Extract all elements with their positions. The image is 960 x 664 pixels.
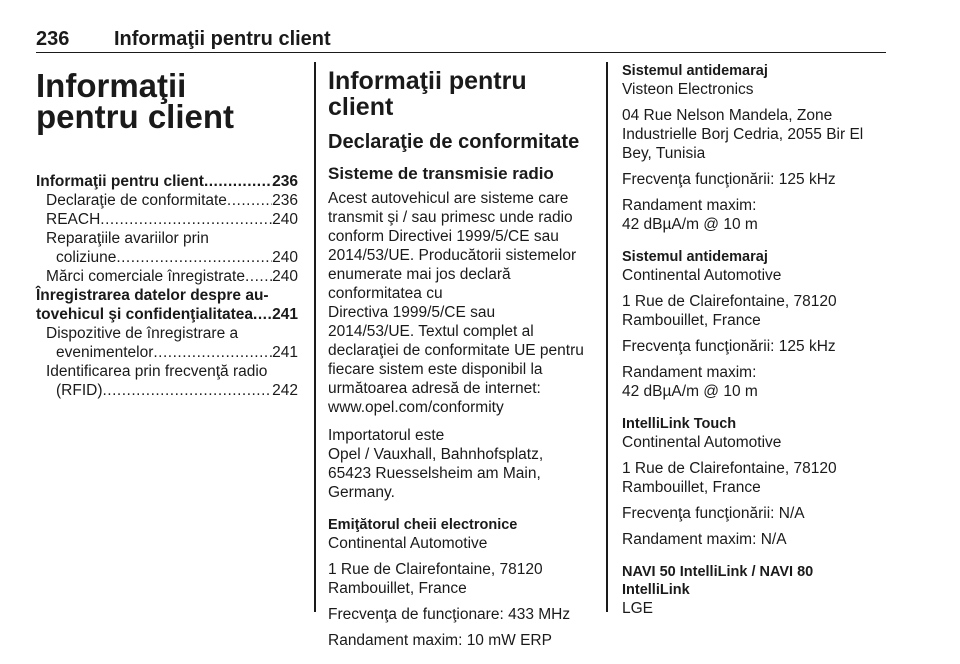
toc-leader	[116, 248, 272, 267]
toc-leader	[204, 172, 272, 191]
content-column-right	[622, 62, 884, 632]
device-address: 1 Rue de Clairefontaine, 78120 Rambouillet, France	[622, 293, 837, 329]
toc-entry-label: (RFID)	[56, 382, 103, 399]
toc-entry-page: 236	[272, 192, 298, 209]
toc-entry[interactable]	[36, 210, 298, 229]
toc-entry-line1[interactable]: Reparaţiile avariilor prin	[46, 230, 209, 247]
toc-leader	[253, 305, 272, 324]
toc-entry-label: evenimentelor	[56, 344, 154, 361]
toc-leader	[153, 343, 272, 362]
toc-entry-page: 240	[272, 268, 298, 285]
device-block	[328, 516, 592, 650]
toc-entry[interactable]	[36, 381, 298, 400]
toc-entry-page: 242	[272, 382, 298, 399]
device-title: NAVI 50 IntelliLink / NAVI 80 IntelliLink	[622, 564, 814, 598]
device-block	[622, 62, 884, 234]
device-power: Randament maxim: 42 dBµA/m @ 10 m	[622, 364, 758, 400]
toc-leader	[100, 210, 272, 229]
device-frequency: Frecvenţa de funcţionare: 433 MHz	[328, 606, 571, 623]
section-heading: Informaţii pentru client	[328, 67, 527, 121]
toc-entry-page: 240	[272, 211, 298, 228]
column-divider-2	[606, 62, 608, 612]
running-title: Informaţii pentru client	[114, 28, 331, 50]
device-block	[622, 415, 884, 549]
device-block	[622, 248, 884, 401]
toc-entry-label: tovehicul şi confidenţialitatea	[36, 306, 254, 323]
column-divider-1	[314, 62, 316, 612]
subsection-heading: Declaraţie de conformitate	[328, 131, 580, 153]
device-manufacturer: Continental Automotive	[328, 535, 488, 552]
toc-entry-page: 236	[272, 173, 298, 190]
device-address: 04 Rue Nelson Mandela, Zone Industrielle Borj Cedria, 2055 Bir El Bey, Tunisia	[622, 107, 864, 162]
device-title: Sistemul antidemaraj	[622, 63, 768, 79]
toc-entry-line1[interactable]: Dispozitive de înregistrare a	[46, 325, 239, 342]
toc-entry-line1[interactable]: Identificarea prin frecvenţă radio	[46, 363, 268, 380]
toc-entry-page: 241	[272, 306, 298, 323]
toc-entry-label: Declaraţie de conformitate	[46, 192, 227, 209]
toc-entry-page: 240	[272, 249, 298, 266]
toc-entry-label: coliziune	[56, 249, 117, 266]
device-title: Sistemul antidemaraj	[622, 249, 768, 265]
device-title: IntelliLink Touch	[622, 416, 737, 432]
toc-entry[interactable]	[36, 248, 298, 267]
paragraph-importer: Importatorul este Opel / Vauxhall, Bahnhofsplatz, 65423 Ruesselsheim am Main, Germany.	[328, 427, 544, 501]
device-title: Emiţătorul cheii electronice	[328, 517, 518, 533]
page-header	[36, 28, 886, 53]
toc-entry[interactable]	[36, 267, 298, 286]
device-address: 1 Rue de Clairefontaine, 78120 Rambouillet, France	[328, 561, 543, 597]
toc-leader	[245, 267, 272, 286]
sub-subsection-heading: Sisteme de transmisie radio	[328, 164, 554, 183]
toc-leader	[227, 191, 272, 210]
chapter-title: Informaţii pentru client	[36, 67, 235, 135]
toc-entry-label: Informaţii pentru client	[36, 173, 204, 190]
toc-leader	[103, 381, 273, 400]
device-manufacturer: LGE	[622, 600, 654, 617]
page-number: 236	[36, 28, 70, 50]
toc-entry[interactable]	[36, 305, 298, 324]
toc-column	[36, 62, 298, 400]
device-power: Randament maxim: 42 dBµA/m @ 10 m	[622, 197, 758, 233]
content-column-middle	[328, 62, 592, 664]
toc-entry-label: REACH	[46, 211, 101, 228]
toc-entry-page: 241	[272, 344, 298, 361]
toc-entry-label: Mărci comerciale înregistrate	[46, 268, 245, 285]
device-manufacturer: Continental Automotive	[622, 434, 782, 451]
device-frequency: Frecvenţa funcţionării: N/A	[622, 505, 805, 522]
device-frequency: Frecvenţa funcţionării: 125 kHz	[622, 171, 836, 188]
device-address: 1 Rue de Clairefontaine, 78120 Rambouillet, France	[622, 460, 837, 496]
device-block	[622, 563, 884, 618]
device-power: Randament maxim: N/A	[622, 531, 787, 548]
device-frequency: Frecvenţa funcţionării: 125 kHz	[622, 338, 836, 355]
device-power: Randament maxim: 10 mW ERP	[328, 632, 552, 649]
device-manufacturer: Continental Automotive	[622, 267, 782, 284]
paragraph-directive: Acest autovehicul are sisteme care transmit şi / sau primesc unde radio conform Directivei 1999/5/CE sau 2014/53/UE. Producătorii sistemelor enumerate mai jos declară conformitatea cu Directiva 1999/5/CE sau 2014/53/UE. Textul complet al declaraţiei de conformitate UE pentru fiecare sistem este disponibil la următoarea adresă de internet: www.opel.com/conformity	[328, 190, 584, 416]
toc-entry[interactable]	[36, 191, 298, 210]
device-manufacturer: Visteon Electronics	[622, 81, 754, 98]
toc-entry-line1[interactable]: Înregistrarea datelor despre au-	[36, 287, 269, 304]
toc-entry[interactable]	[36, 343, 298, 362]
toc-entry[interactable]	[36, 172, 298, 191]
